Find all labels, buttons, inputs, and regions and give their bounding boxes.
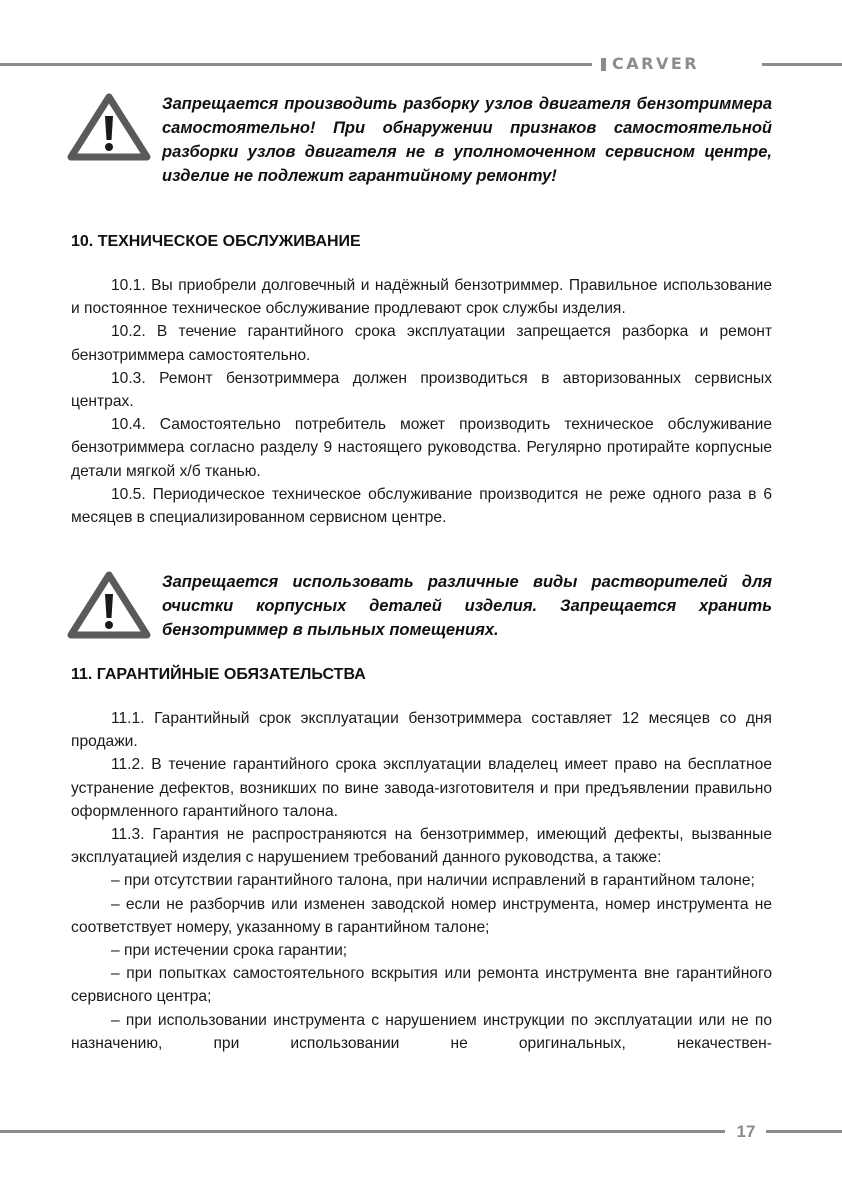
- warning-block-1: [67, 92, 772, 212]
- list-item-4: – при попытках самостоятельного вскрытия или ремонта инструмента вне гарантийного сервисного центра;: [71, 965, 772, 1006]
- footer-rule-left: [0, 1130, 725, 1133]
- paragraph-10-4: 10.4. Самостоятельно потребитель может производить техническое обслуживание бензотриммера согласно разделу 9 настоящего руководства. Регулярно протирайте корпусные детали мягкой х/б тканью.: [71, 416, 772, 480]
- paragraph-10-3: 10.3. Ремонт бензотриммера должен производиться в авторизованных сервисных центрах.: [71, 369, 772, 411]
- list-item-1: – при отсутствии гарантийного талона, при наличии исправлений в гарантийном талоне;: [111, 872, 755, 890]
- warning-triangle-icon: [67, 570, 151, 640]
- brand-name: CARVER: [612, 54, 700, 73]
- paragraph-10-2: 10.2. В течение гарантийного срока эксплуатации запрещается разборка и ремонт бензотриммера самостоятельно.: [71, 323, 772, 364]
- paragraph-10-1: 10.1. Вы приобрели долговечный и надёжный бензотриммер. Правильное использование и постоянное техническое обслуживание продлевают срок службы изделия.: [71, 277, 772, 318]
- logo-mark: [601, 58, 606, 71]
- list-item-5: – при использовании инструмента с нарушением инструкции по эксплуатации или не по назначению, при использовании не оригинальных, некачествен-: [71, 1011, 772, 1052]
- section-10-body: [71, 274, 772, 529]
- section-11-body: [71, 707, 772, 1055]
- header-rule: [0, 63, 592, 66]
- page-number: 17: [736, 1122, 756, 1141]
- header-rule-right: [762, 63, 842, 66]
- paragraph-10-5: 10.5. Периодическое техническое обслуживание производится не реже одного раза в 6 месяцев в специализированном сервисном центре.: [71, 485, 772, 527]
- section-10-heading: 10. ТЕХНИЧЕСКОЕ ОБСЛУЖИВАНИЕ: [71, 233, 361, 250]
- paragraph-11-3: 11.3. Гарантия не распространяются на бензотриммер, имеющий дефекты, вызванные эксплуатацией изделия с нарушением требований данного руководства, а также:: [71, 826, 772, 867]
- brand-logo: [601, 54, 699, 74]
- warning-triangle-icon: [67, 92, 151, 162]
- section-11-heading: 11. ГАРАНТИЙНЫЕ ОБЯЗАТЕЛЬСТВА: [71, 666, 366, 683]
- paragraph-11-1: 11.1. Гарантийный срок эксплуатации бензотриммера составляет 12 месяцев со дня продажи.: [71, 710, 772, 751]
- footer-rule-right: [766, 1130, 842, 1133]
- list-item-3: – при истечении срока гарантии;: [111, 942, 348, 960]
- list-item-2: – если не разборчив или изменен заводской номер инструмента, номер инструмента не соответствует номеру, указанному в гарантийном талоне;: [71, 895, 772, 936]
- warning-block-2: [67, 570, 772, 645]
- paragraph-11-2: 11.2. В течение гарантийного срока эксплуатации владелец имеет право на бесплатное устранение дефектов, возникших по вине завода-изготовителя и при предъявлении правильно оформленного гарантийного талона.: [71, 756, 772, 820]
- warning-text-2: Запрещается использовать различные виды растворителей для очистки корпусных деталей изделия. Запрещается хранить бензотриммер в пыльных помещениях.: [162, 573, 772, 639]
- warning-text-1: Запрещается производить разборку узлов двигателя бензотриммера самостоятельно! При обнаружении признаков самостоятельной разборки узлов двигателя не в уполномоченном сервисном центре, изделие не подлежит гарантийному ремонту!: [162, 95, 772, 185]
